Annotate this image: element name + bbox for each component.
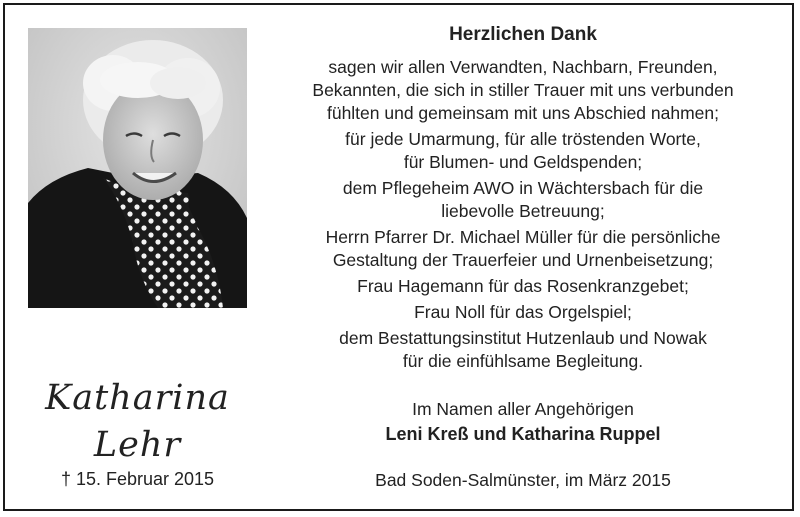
on-behalf-line: Im Namen aller Angehörigen xyxy=(412,399,634,419)
thanks-notice xyxy=(268,22,778,376)
notice-paragraph xyxy=(268,128,778,174)
family-names: Leni Kreß und Katharina Ruppel xyxy=(385,424,661,444)
deceased-first-name: Katharina xyxy=(45,378,230,418)
notice-paragraph xyxy=(268,177,778,223)
notice-line: dem Bestattungsinstitut Hutzenlaub und Nowak xyxy=(339,328,707,348)
notice-paragraph xyxy=(268,327,778,373)
notice-line: für jede Umarmung, für alle tröstenden Worte, xyxy=(345,129,701,149)
notice-paragraph xyxy=(268,226,778,272)
notice-line: für die einfühlsame Begleitung. xyxy=(402,351,644,371)
notice-line: Bekannten, die sich in stiller Trauer mit uns verbunden xyxy=(312,80,734,100)
deceased-last-name: Lehr xyxy=(93,425,182,465)
notice-paragraph xyxy=(268,56,778,125)
notice-line: Frau Hagemann für das Rosenkranzgebet; xyxy=(357,276,689,296)
death-date: † 15. Februar 2015 xyxy=(60,469,215,489)
closing-block xyxy=(268,398,778,446)
notice-paragraphs xyxy=(268,56,778,373)
portrait-photo xyxy=(28,28,247,308)
notice-line: Herrn Pfarrer Dr. Michael Müller für die persönliche xyxy=(325,227,721,247)
notice-paragraph xyxy=(268,275,778,298)
notice-line: Gestaltung der Trauerfeier und Urnenbeisetzung; xyxy=(332,250,714,270)
notice-line: dem Pflegeheim AWO in Wächtersbach für die xyxy=(342,178,704,198)
notice-line: liebevolle Betreuung; xyxy=(441,201,605,221)
notice-line: sagen wir allen Verwandten, Nachbarn, Freunden, xyxy=(328,57,718,77)
place-date: Bad Soden-Salmünster, im März 2015 xyxy=(375,470,671,490)
notice-line: Frau Noll für das Orgelspiel; xyxy=(414,302,632,322)
notice-heading: Herzlichen Dank xyxy=(449,24,597,45)
portrait-illustration xyxy=(28,28,247,308)
notice-paragraph xyxy=(268,301,778,324)
notice-line: fühlten und gemeinsam mit uns Abschied nahmen; xyxy=(326,103,720,123)
notice-line: für Blumen- und Geldspenden; xyxy=(403,152,643,172)
